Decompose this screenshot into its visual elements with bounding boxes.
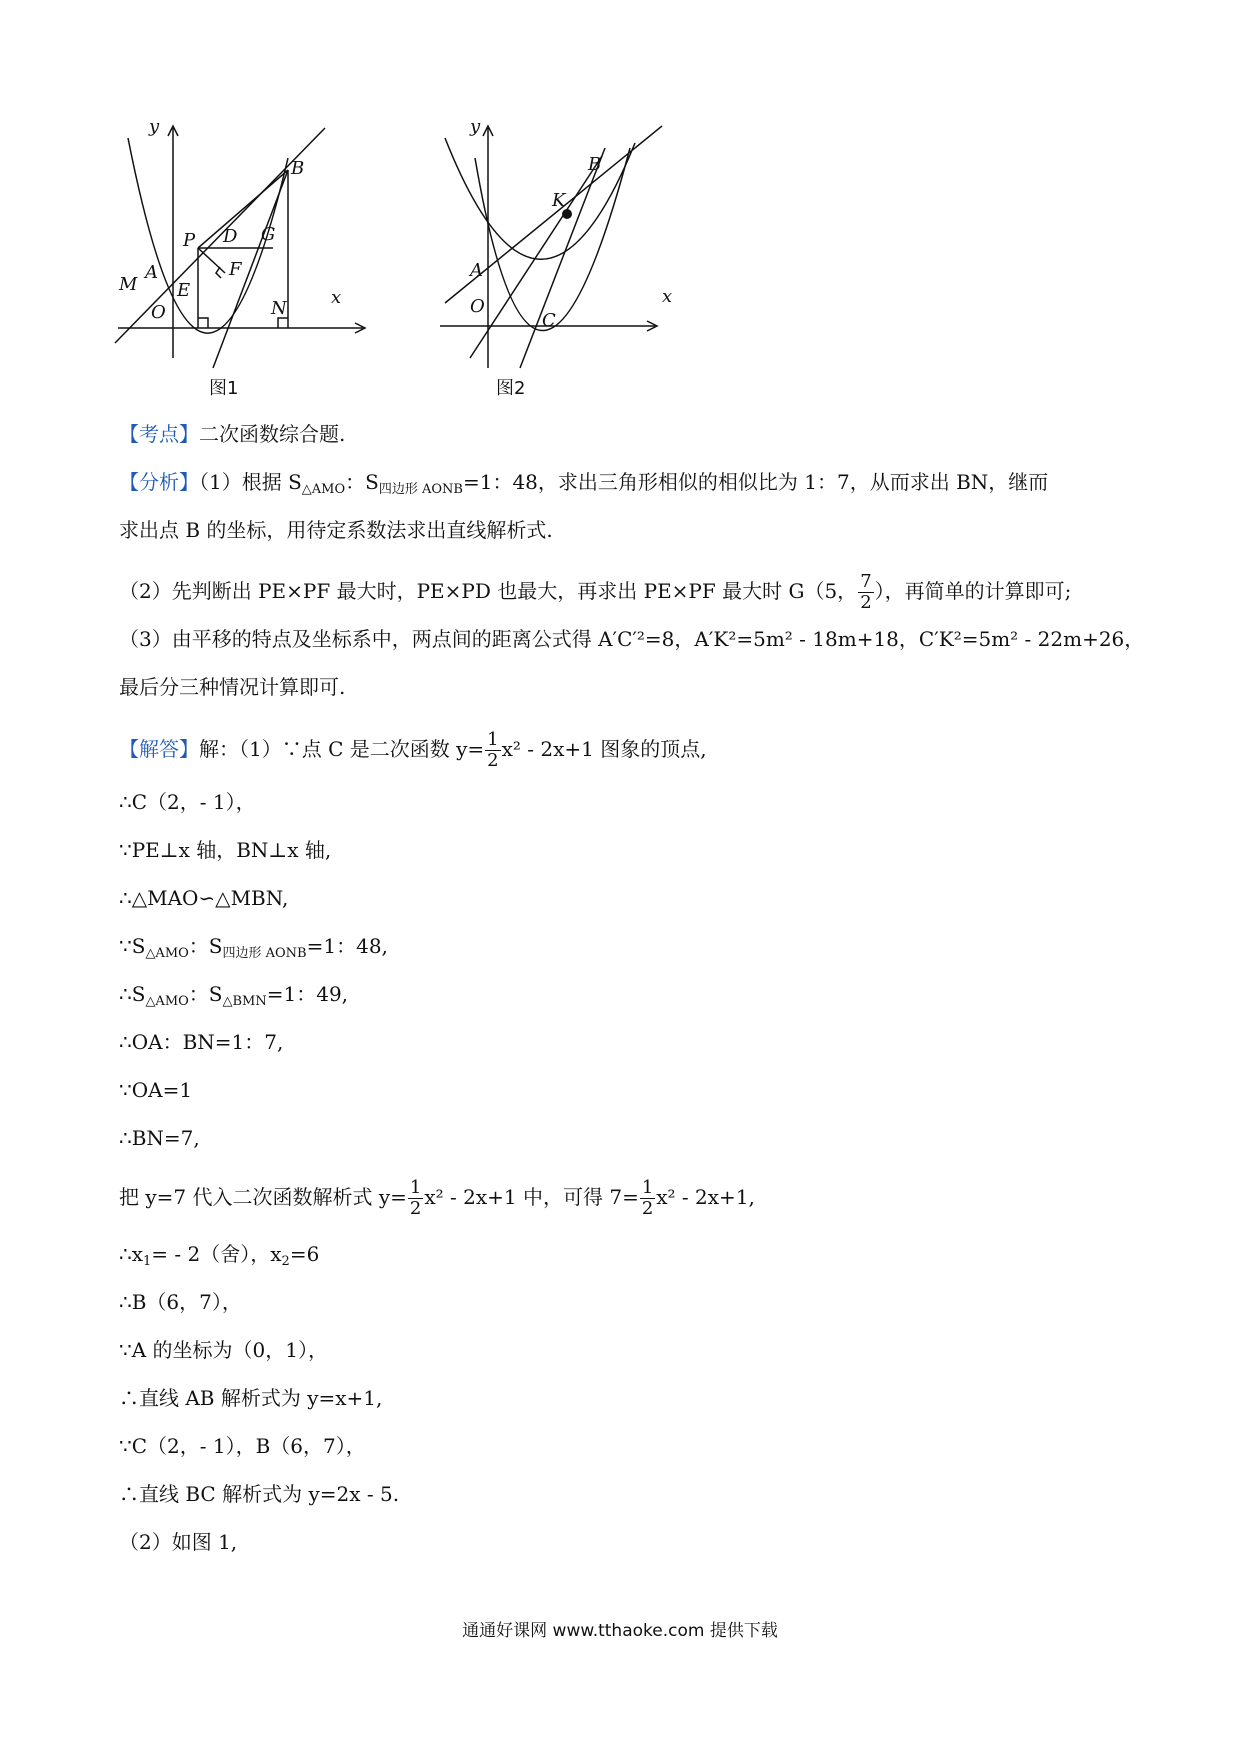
text: 把 y=7 代入二次函数解析式 y=	[119, 1185, 407, 1209]
jieda-line-11	[119, 1240, 319, 1276]
jieda-line-6	[119, 980, 348, 1016]
text: =1：49,	[266, 982, 349, 1006]
fenxi-line-1	[119, 468, 1048, 504]
subscript: 四边形 AONB	[378, 482, 463, 497]
subscript: △AMO	[145, 994, 189, 1009]
text: ：S	[188, 982, 223, 1006]
parabola-2	[475, 148, 630, 331]
fig1-label-d: D	[223, 226, 238, 247]
fig2-label-o: O	[470, 296, 485, 317]
text: ∴C（2，- 1），	[119, 790, 256, 814]
fig2-label-y: y	[470, 118, 481, 137]
text: 最后分三种情况计算即可.	[119, 675, 346, 699]
fig1-label-y: y	[149, 118, 160, 137]
text: ∵S	[119, 934, 146, 958]
fig2-label-c: C	[542, 310, 556, 331]
jieda-tag: 【解答】	[119, 737, 199, 761]
figure-2	[440, 118, 680, 404]
text: 解：（1）∵点 C 是二次函数 y=	[199, 737, 485, 761]
text: ∵OA=1	[119, 1078, 193, 1102]
subscript: △BMN	[222, 994, 267, 1009]
fig2-label-k: K	[552, 190, 566, 211]
jieda-line-4	[119, 884, 288, 912]
figure-1	[113, 118, 373, 404]
text: x² - 2x+1 图象的顶点,	[501, 737, 707, 761]
jieda-line-16	[119, 1480, 399, 1508]
fig1-label-g: G	[261, 224, 276, 245]
subscript: 1	[143, 1254, 152, 1269]
fig2-label-x: x	[662, 286, 673, 307]
fig1-caption: 图1	[209, 378, 239, 399]
fig1-label-n: N	[271, 298, 287, 319]
text: ∴BN=7,	[119, 1126, 200, 1150]
text: （3）由平移的特点及坐标系中，两点间的距离公式得 A′C′²=8，A′K²=5m² - 18m+18，C′K²=5m² - 22m+26，	[119, 627, 1145, 651]
jieda-line-13	[119, 1336, 328, 1364]
text: ∴S	[119, 982, 146, 1006]
jieda-line-9	[119, 1124, 200, 1152]
text: （2）如图 1,	[119, 1530, 238, 1554]
denominator: 2	[409, 1198, 422, 1219]
jieda-line-10	[119, 1178, 755, 1219]
text: ），再简单的计算即可;	[874, 579, 1072, 603]
fig1-label-o: O	[151, 302, 166, 323]
text: = - 2（舍），x	[151, 1242, 282, 1266]
subscript: 2	[281, 1254, 290, 1269]
text: ∴B（6，7），	[119, 1290, 242, 1314]
text: （2）先判断出 PE×PF 最大时，PE×PD 也最大，再求出 PE×PF 最大时 G（5，	[119, 579, 858, 603]
text: ∴直线 BC 解析式为 y=2x - 5.	[119, 1482, 400, 1506]
text: =1：48,	[306, 934, 388, 958]
fig1-label-a: A	[145, 262, 158, 283]
text: ∴△MAO∽△MBN,	[119, 886, 289, 910]
fenxi-line-4	[119, 625, 1144, 653]
line-bc	[213, 170, 288, 368]
kaodian-text: 二次函数综合题.	[199, 422, 346, 446]
numerator: 7	[860, 571, 872, 592]
text: （1）根据 S	[199, 470, 302, 494]
text: ：S	[345, 470, 379, 494]
denominator: 2	[641, 1198, 654, 1219]
fraction	[485, 730, 500, 771]
fraction	[858, 572, 873, 613]
text: ∵A 的坐标为（0，1），	[119, 1338, 328, 1362]
text: ∵PE⊥x 轴，BN⊥x 轴,	[119, 838, 332, 862]
fig1-label-m: M	[119, 274, 138, 295]
subscript: 四边形 AONB	[222, 946, 307, 961]
text: 求出点 B 的坐标，用待定系数法求出直线解析式.	[119, 518, 553, 542]
fenxi-tag: 【分析】	[119, 470, 199, 494]
kaodian-line	[119, 420, 345, 448]
parabola-1	[445, 138, 635, 259]
text: x² - 2x+1,	[656, 1185, 755, 1209]
fenxi-line-3	[119, 572, 1071, 613]
text: ∴直线 AB 解析式为 y=x+1,	[119, 1386, 383, 1410]
fenxi-line-2	[119, 516, 553, 544]
numerator: 1	[641, 1177, 654, 1198]
text: =6	[289, 1242, 320, 1266]
text: ：S	[188, 934, 223, 958]
jieda-line-3	[119, 836, 331, 864]
numerator: 1	[487, 729, 499, 750]
jieda-line-15	[119, 1432, 366, 1460]
fraction	[640, 1178, 655, 1219]
jieda-line-2	[119, 788, 256, 816]
denominator: 2	[860, 592, 872, 613]
fenxi-line-5	[119, 673, 345, 701]
jieda-line-1	[119, 730, 707, 771]
numerator: 1	[409, 1177, 422, 1198]
jieda-line-8	[119, 1076, 192, 1104]
denominator: 2	[487, 750, 499, 771]
fig1-label-e: E	[177, 280, 191, 301]
fig2-label-a: A	[470, 260, 483, 281]
page-footer: 通通好课网 www.tthaoke.com 提供下载	[462, 1621, 778, 1641]
jieda-line-7	[119, 1028, 283, 1056]
fig1-label-f: F	[229, 259, 242, 280]
text: x² - 2x+1 中，可得 7=	[424, 1185, 639, 1209]
subscript: △AMO	[145, 946, 189, 961]
fraction	[408, 1178, 423, 1219]
fig1-label-b: B	[291, 158, 305, 179]
fig1-label-x: x	[331, 287, 342, 308]
jieda-line-5	[119, 932, 388, 968]
fig2-caption: 图2	[496, 378, 526, 399]
jieda-line-17	[119, 1528, 237, 1556]
fig2-label-b: B	[588, 154, 602, 175]
text: ∴x	[119, 1242, 144, 1266]
text: ∵C（2，- 1），B（6，7），	[119, 1434, 366, 1458]
text: =1：48，求出三角形相似的相似比为 1：7，从而求出 BN，继而	[462, 470, 1049, 494]
jieda-line-12	[119, 1288, 242, 1316]
text: ∴OA：BN=1：7,	[119, 1030, 284, 1054]
jieda-line-14	[119, 1384, 382, 1412]
fig1-label-p: P	[183, 230, 196, 251]
subscript: △AMO	[301, 482, 346, 497]
kaodian-tag: 【考点】	[119, 422, 199, 446]
